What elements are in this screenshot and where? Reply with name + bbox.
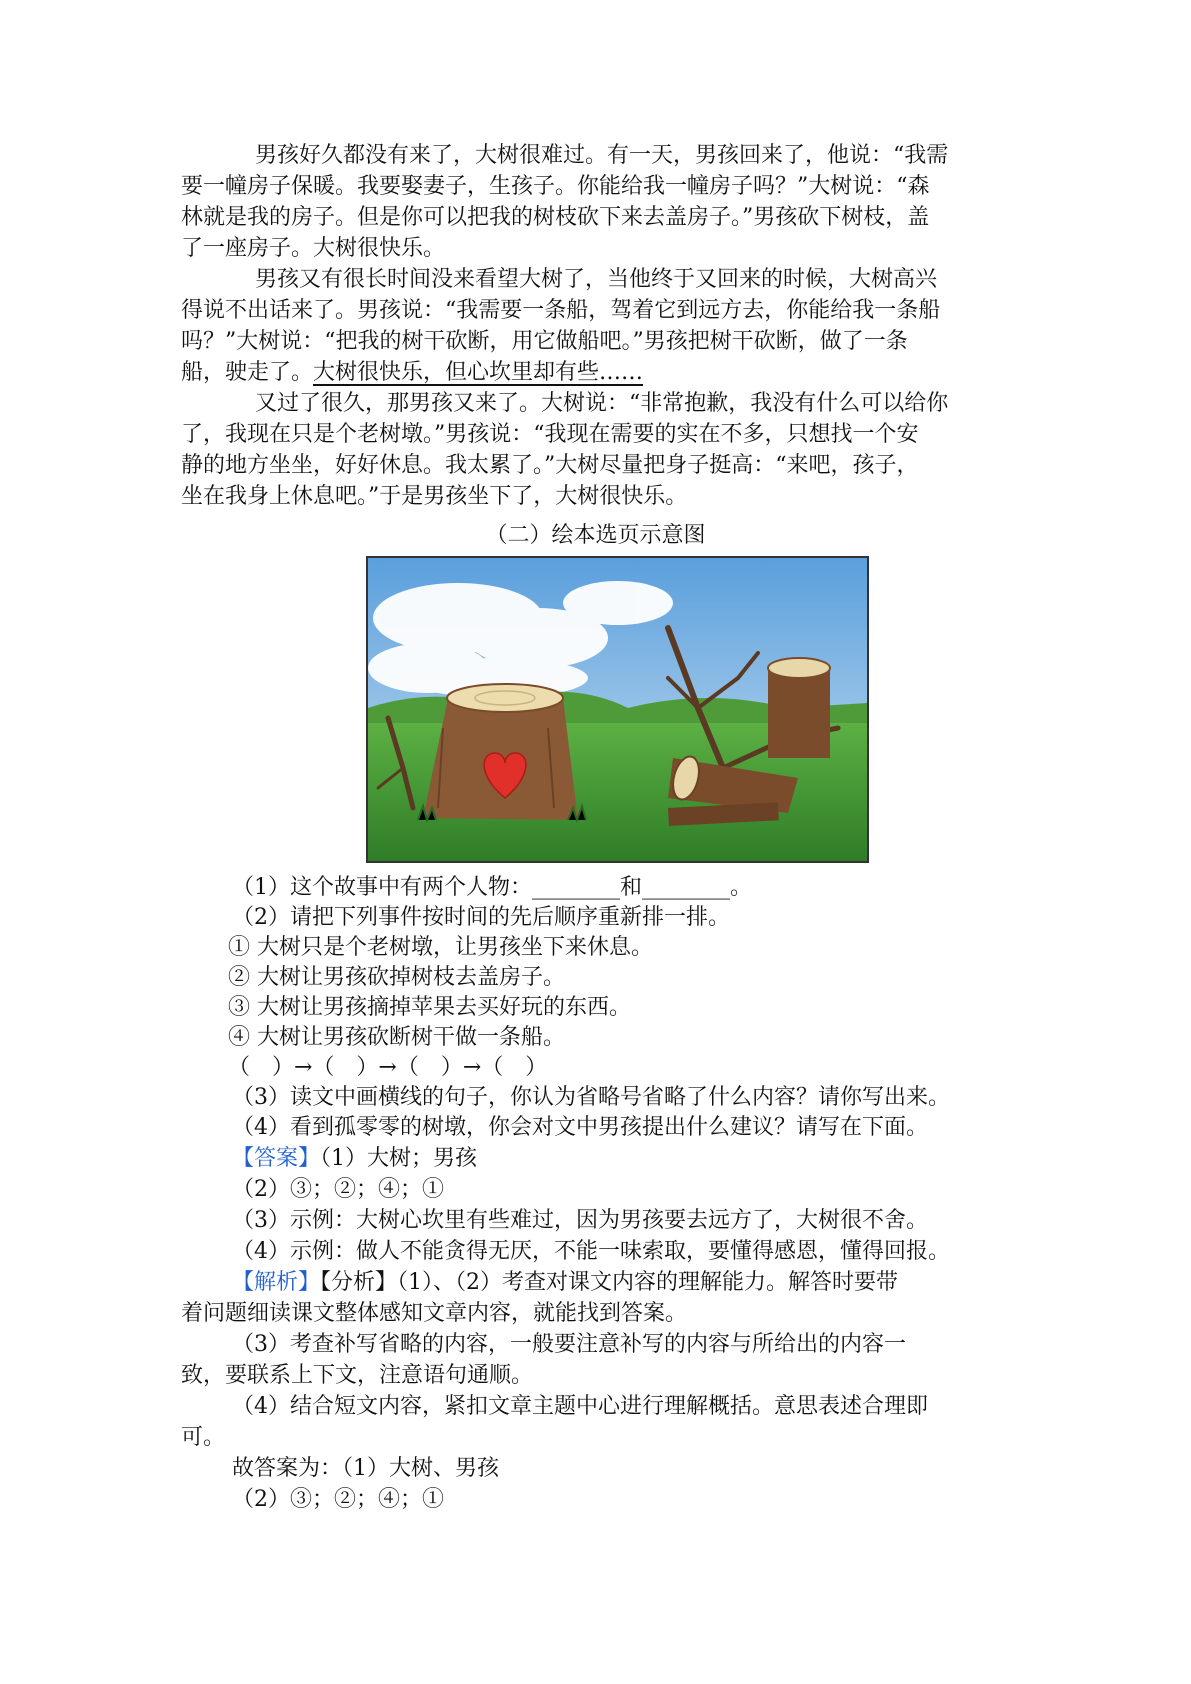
- story-text: 坐在我身上休息吧。”于是男孩坐下了，大树很快乐。: [181, 484, 688, 509]
- question-4: （4）看到孤零零的树墩，你会对文中男孩提出什么建议？请写在下面。: [232, 1115, 928, 1140]
- answer-text: （1）大树；男孩: [320, 1146, 478, 1171]
- analysis-line: （4）结合短文内容，紧扣文章主题中心进行理解概括。意思表述合理即: [232, 1394, 928, 1419]
- analysis-text: 【分析】（1）、（2）考查对课文内容的理解能力。解答时要带: [320, 1270, 899, 1295]
- final-answer: （2）③；②；④；①: [232, 1487, 444, 1512]
- story-text: 了一座房子。大树很快乐。: [181, 236, 446, 261]
- story-text: 了，我现在只是个老树墩。”男孩说：“我现在需要的实在不多，只想找一个安: [181, 422, 919, 447]
- story-text: 吗？”大树说：“把我的树干砍断，用它做船吧。”男孩把树干砍断，做了一条: [181, 329, 908, 354]
- answer-2: （2）③；②；④；①: [232, 1177, 444, 1202]
- figure-caption: （二）绘本选页示意图: [485, 523, 706, 548]
- story-text: 得说不出话来了。男孩说：“我需要一条船，驾着它到远方去，你能给我一条船: [181, 298, 941, 323]
- story-text-segment: 船，驶走了。: [181, 360, 314, 385]
- analysis-line: [232, 1268, 898, 1298]
- story-text: 静的地方坐坐，好好休息。我太累了。”大树尽量把身子挺高：“来吧，孩子，: [181, 453, 919, 478]
- answer-4: （4）示例：做人不能贪得无厌，不能一味索取，要懂得感恩，懂得回报。: [232, 1239, 950, 1264]
- question-3: （3）读文中画横线的句子，你认为省略号省略了什么内容？请你写出来。: [232, 1085, 950, 1110]
- question-1: （1）这个故事中有两个人物：________和________。: [232, 875, 752, 900]
- final-answer: 故答案为：（1）大树、男孩: [232, 1456, 499, 1481]
- analysis-line: 可。: [181, 1425, 226, 1450]
- analysis-line: 着问题细读课文整体感知文章内容，就能找到答案。: [181, 1301, 688, 1326]
- event-item: ③ 大树让男孩摘掉苹果去买好玩的东西。: [228, 995, 631, 1020]
- story-text: 男孩又有很长时间没来看望大树了，当他终于又回来的时候，大树高兴: [255, 267, 938, 292]
- picture-book-illustration: [366, 556, 869, 863]
- event-item: ① 大树只是个老树墩，让男孩坐下来休息。: [228, 935, 653, 960]
- underlined-sentence: 大树很快乐，但心坎里却有些……: [313, 360, 644, 385]
- event-item: ④ 大树让男孩砍断树干做一条船。: [228, 1025, 565, 1050]
- analysis-line: （3）考查补写省略的内容，一般要注意补写的内容与所给出的内容一: [232, 1332, 906, 1357]
- answer-1: [232, 1144, 477, 1174]
- question-2: （2）请把下列事件按时间的先后顺序重新排一排。: [232, 905, 730, 930]
- story-text: 又过了很久，那男孩又来了。大树说：“非常抱歉，我没有什么可以给你: [255, 391, 949, 416]
- order-blanks: （ ）→（ ）→（ ）→（ ）: [228, 1055, 548, 1080]
- story-text: [181, 358, 643, 388]
- answer-tag: 【答案】: [232, 1146, 321, 1171]
- analysis-tag: 【解析】: [232, 1270, 321, 1295]
- answer-3: （3）示例：大树心坎里有些难过，因为男孩要去远方了，大树很不舍。: [232, 1208, 928, 1233]
- analysis-line: 致，要联系上下文，注意语句通顺。: [181, 1363, 534, 1388]
- story-text: 林就是我的房子。但是你可以把我的树枝砍下来去盖房子。”男孩砍下树枝，盖: [181, 205, 930, 230]
- story-text: 要一幢房子保暖。我要娶妻子，生孩子。你能给我一幢房子吗？”大树说：“森: [181, 174, 930, 199]
- story-text: 男孩好久都没有来了，大树很难过。有一天，男孩回来了，他说：“我需: [255, 143, 949, 168]
- stump-illustration: [368, 558, 867, 861]
- event-item: ② 大树让男孩砍掉树枝去盖房子。: [228, 965, 565, 990]
- right-stump: [768, 658, 830, 758]
